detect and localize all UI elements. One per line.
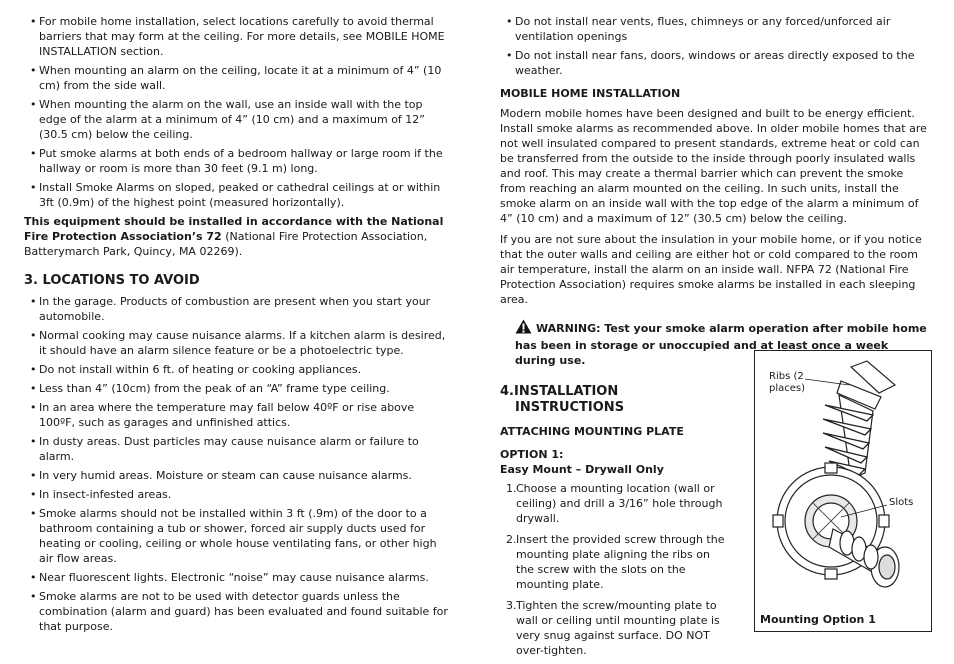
installation-steps xyxy=(500,481,730,658)
list-item: • Do not install near vents, flues, chimneys or any forced/unforced air ventilation openings xyxy=(506,15,891,43)
warning-notice: WARNING: Test your smoke alarm operation after mobile home has been in storage or unoccupied and at least once a week during use. xyxy=(515,319,932,368)
placement-bullet-list xyxy=(24,14,452,210)
list-item: • When mounting the alarm on the wall, use an inside wall with the top edge of the alarm at a minimum of 4” (10 cm) and a maximum of 12” (30.5 cm) below the ceiling. xyxy=(30,98,425,141)
avoid-bullet-list-continued xyxy=(500,14,932,78)
list-item: • Less than 4” (10cm) from the peak of an “A” frame type ceiling. xyxy=(30,382,390,395)
list-item: • When mounting an alarm on the ceiling, locate it at a minimum of 4” (10 cm) from the side wall. xyxy=(30,64,442,92)
attaching-heading: ATTACHING MOUNTING PLATE xyxy=(500,425,684,438)
warning-icon xyxy=(515,319,532,338)
list-item: • In dusty areas. Dust particles may cause nuisance alarm or failure to alarm. xyxy=(30,435,419,463)
slots-label: Slots xyxy=(889,497,914,508)
list-item: • Normal cooking may cause nuisance alarms. If a kitchen alarm is desired, it should have an alarm silence feature or be a photoelectric type. xyxy=(30,329,446,357)
nfpa-notice: This equipment should be installed in accordance with the National Fire Protection Association’s 72 (National Fire Protection Association, Batterymarch Park, Quincy, MA 02269). xyxy=(24,215,444,258)
list-item: • Do not install near fans, doors, windows or areas directly exposed to the weather. xyxy=(506,49,915,77)
mobile-home-paragraph-2: If you are not sure about the insulation in your mobile home, or if you notice that the outer walls and ceiling are either hot or cold compared to the room air temperature, install the alarm on an inside wall. NFPA 72 (National Fire Protection Association) requires smoke alarms be installed in each sleeping area. xyxy=(500,233,922,306)
list-item: • Do not install within 6 ft. of heating or cooking appliances. xyxy=(30,363,362,376)
list-item: • Put smoke alarms at both ends of a bedroom hallway or large room if the hallway or room is more than 30 feet (9.1 m) long. xyxy=(30,147,443,175)
mobile-home-paragraph-1: Modern mobile homes have been designed and built to be energy efficient. Install smoke alarms as recommended above. In older mobile homes that are not well insulated compared to present standards, extreme heat or cold can be transferred from the outside to the inside through poorly insulated walls and roof. This may create a thermal barrier which can prevent the smoke from reaching an alarm mounted on the ceiling. In such units, install the smoke alarm on an inside wall with the top edge of the alarm a minimum of 4” (10 cm) and a maximum of 12” (30.5 cm) below the ceiling. xyxy=(500,107,927,225)
mounting-option-figure xyxy=(754,350,932,632)
left-column xyxy=(24,14,452,638)
list-item: • In insect-infested areas. xyxy=(30,488,172,501)
list-item: • For mobile home installation, select locations carefully to avoid thermal barriers that may form at the ceiling. For more details, see MOBILE HOME INSTALLATION section. xyxy=(30,15,445,58)
option-heading: OPTION 1: Easy Mount – Drywall Only xyxy=(500,448,664,476)
list-item: • Smoke alarms are not to be used with detector guards unless the combination (alarm and guard) has been evaluated and found suitable for that purpose. xyxy=(30,590,448,633)
list-item: • Smoke alarms should not be installed within 3 ft (.9m) of the door to a bathroom containing a tub or shower, forced air supply ducts used for heating or cooling, ceiling or whole house ventilating fans, or other high air flow areas. xyxy=(30,507,437,565)
figure-caption: Mounting Option 1 xyxy=(760,613,876,626)
list-item: • In an area where the temperature may fall below 40ºF or rise above 100ºF, such as garages and unfinished attics. xyxy=(30,401,415,429)
list-item: • In the garage. Products of combustion are present when you start your automobile. xyxy=(30,295,431,323)
mobile-home-heading: MOBILE HOME INSTALLATION xyxy=(500,87,681,100)
list-item: • Install Smoke Alarms on sloped, peaked or cathedral ceilings at or within 3ft (0.9m) of the highest point (measured horizontally). xyxy=(30,181,441,209)
list-item: • In very humid areas. Moisture or steam can cause nuisance alarms. xyxy=(30,469,412,482)
list-item: • Near fluorescent lights. Electronic “noise” may cause nuisance alarms. xyxy=(30,571,429,584)
avoid-bullet-list xyxy=(24,294,452,634)
section-3-heading: 3. LOCATIONS TO AVOID xyxy=(24,273,200,288)
list-item: 3. Tighten the screw/mounting plate to wall or ceiling until mounting plate is very snug against surface. DO NOT over-tighten. xyxy=(506,599,720,657)
list-item: 1. Choose a mounting location (wall or ceiling) and drill a 3/16” hole through drywall. xyxy=(506,482,723,525)
list-item: 2. Insert the provided screw through the mounting plate aligning the ribs on the screw with the slots on the mounting plate. xyxy=(506,533,725,591)
section-4-heading: 4.INSTALLATION INSTRUCTIONS xyxy=(500,384,625,415)
ribs-label: Ribs (2 places) xyxy=(769,371,806,394)
